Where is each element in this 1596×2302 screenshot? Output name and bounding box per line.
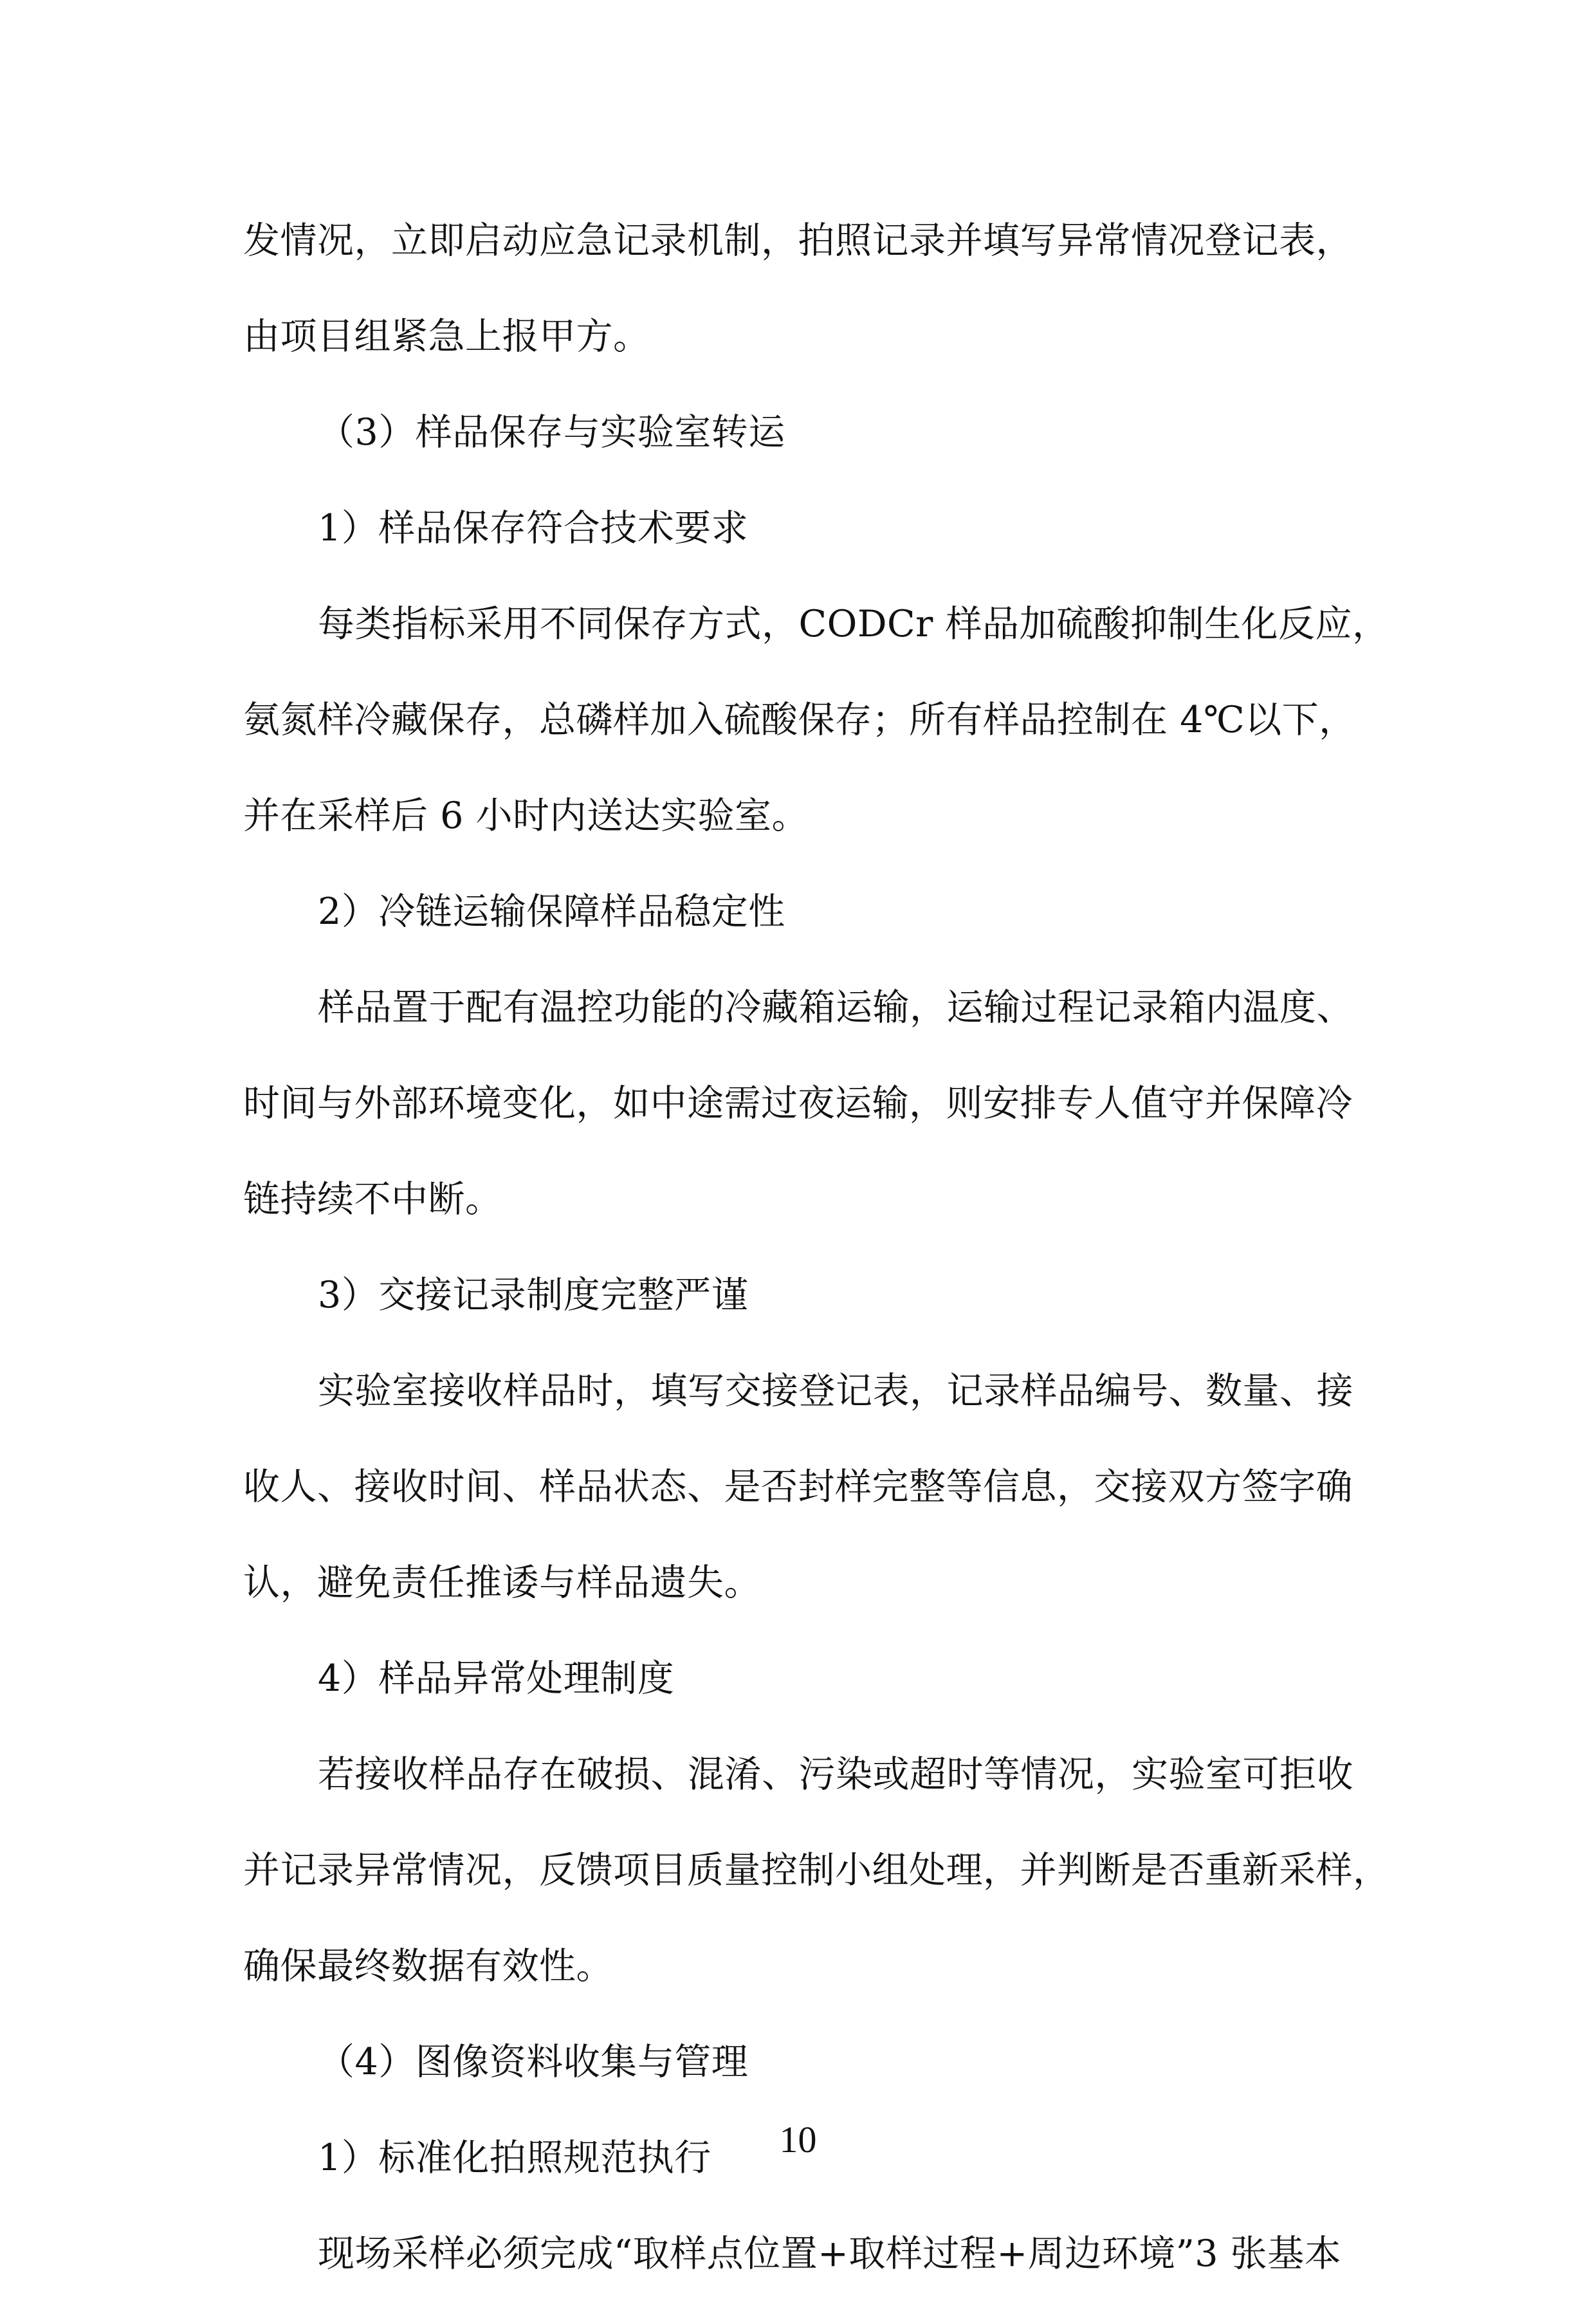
paragraph-line: 由项目组紧急上报甲方。 [243,315,650,358]
paragraph-line: 并在采样后 6 小时内送达实验室。 [243,795,809,837]
paragraph-line: 确保最终数据有效性。 [243,1945,613,1987]
paragraph-line: 实验室接收样品时，填写交接登记表，记录样品编号、数量、接 [318,1370,1353,1412]
subsection-heading: 1）标准化拍照规范执行 [318,2137,711,2179]
subsection-heading: 3）交接记录制度完整严谨 [318,1274,749,1316]
subsection-heading: 2）冷链运输保障样品稳定性 [318,890,785,933]
paragraph-line: 若接收样品存在破损、混淆、污染或超时等情况，实验室可拒收 [318,1753,1353,1796]
paragraph-line: 氨氮样冷藏保存，总磷样加入硫酸保存；所有样品控制在 4℃以下， [243,699,1356,741]
subsection-heading: 1）样品保存符合技术要求 [318,507,749,549]
paragraph-line: 现场采样必须完成“取样点位置+取样过程+周边环境”3 张基本 [318,2233,1342,2275]
paragraph-line: 每类指标采用不同保存方式，CODCr 样品加硫酸抑制生化反应， [318,603,1390,645]
paragraph-line: 认，避免责任推诿与样品遗失。 [243,1561,761,1604]
paragraph-line: 链持续不中断。 [243,1178,502,1220]
section-heading: （4）图像资料收集与管理 [318,2041,749,2083]
paragraph-line: 时间与外部环境变化，如中途需过夜运输，则安排专人值守并保障冷 [243,1082,1353,1125]
subsection-heading: 4）样品异常处理制度 [318,1657,675,1700]
page-number: 10 [779,2119,817,2160]
paragraph-line: 发情况，立即启动应急记录机制，拍照记录并填写异常情况登记表， [243,219,1353,262]
paragraph-line: 收人、接收时间、样品状态、是否封样完整等信息，交接双方签字确 [243,1466,1353,1508]
section-heading: （3）样品保存与实验室转运 [318,411,785,454]
paragraph-line: 样品置于配有温控功能的冷藏箱运输，运输过程记录箱内温度、 [318,986,1353,1029]
document-body [243,193,1390,2302]
paragraph-line: 并记录异常情况，反馈项目质量控制小组处理，并判断是否重新采样， [243,1849,1390,1892]
